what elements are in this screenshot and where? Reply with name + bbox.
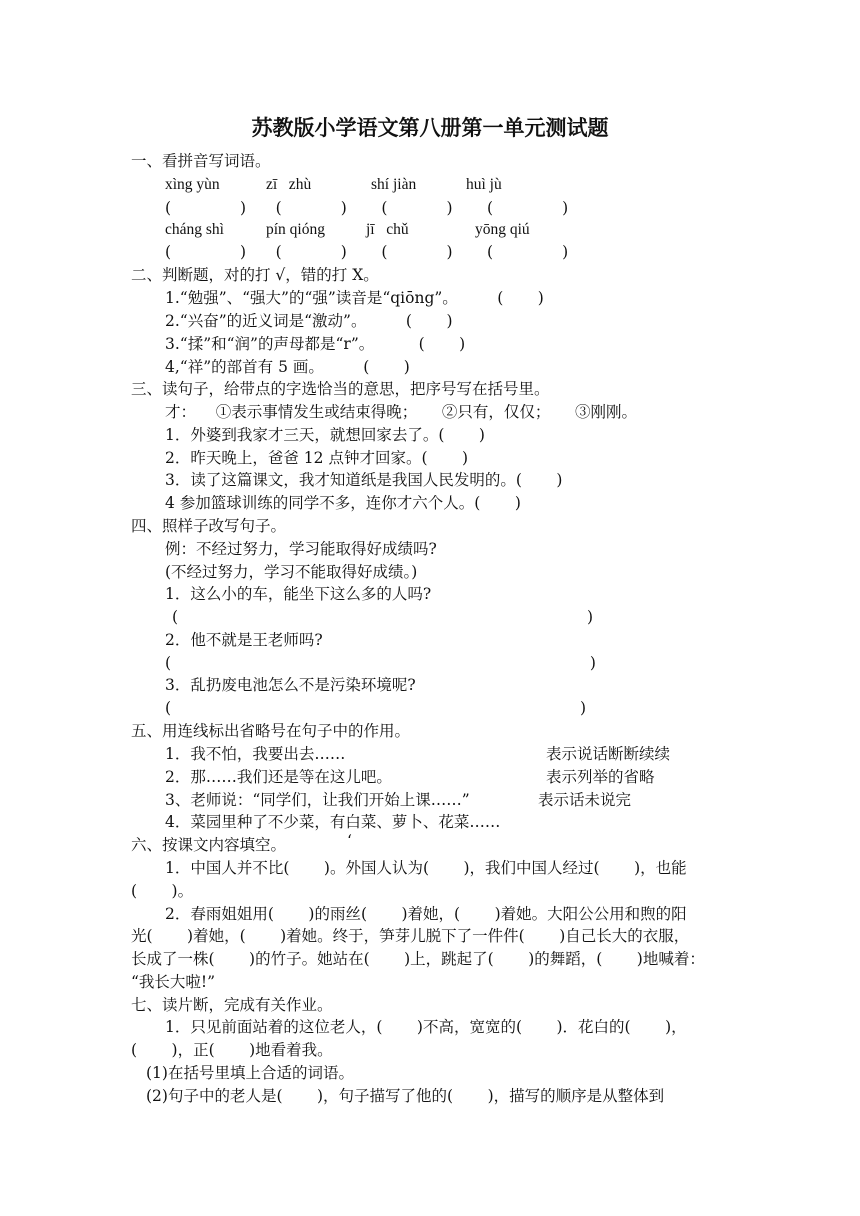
ellipsis-function-1[interactable]: 表示说话断断续续 [546, 745, 671, 763]
rewrite-item-3: 3．乱扔废电池怎么不是污染环境呢? [165, 676, 416, 694]
ellipsis-sentence-3[interactable]: 3、老师说：“同学们，让我们开始上课……” [165, 791, 470, 809]
rewrite-example: 例：不经过努力，学习能取得好成绩吗? [165, 540, 437, 558]
section-3-heading: 三、读句子，给带点的字选恰当的意思，把序号写在括号里。 [131, 380, 550, 398]
judge-item-4: 4,“祥”的部首有 5 画。 ( ) [165, 358, 410, 376]
fill-item-1-line-1: 1．中国人并不比( )。外国人认为( )，我们中国人经过( )，也能 [165, 859, 687, 877]
section-1-heading: 一、看拼音写词语。 [131, 152, 271, 170]
judge-item-3: 3.“揉”和“润”的声母都是“r”。 ( ) [165, 335, 466, 353]
pinyin-1: xìng yùn [165, 176, 220, 193]
section-6-heading: 六、按课文内容填空。 [131, 836, 287, 854]
pinyin-8: yōng qiú [475, 221, 530, 238]
pinyin-3: shí jiàn [371, 176, 417, 193]
section-7-heading: 七、读片断，完成有关作业。 [131, 996, 333, 1014]
answer-brackets-row-2[interactable]: ( ) ( ) ( ) ( ) [165, 243, 569, 261]
ellipsis-function-3[interactable]: 表示话未说完 [538, 791, 632, 809]
passage-question-2: (2)句子中的老人是( )，句子描写了他的( )，描写的顺序是从整体到 [146, 1087, 665, 1105]
answer-brackets-row-1[interactable]: ( ) ( ) ( ) ( ) [165, 199, 569, 217]
meaning-item-3: 3．读了这篇课文，我才知道纸是我国人民发明的。( ) [165, 471, 563, 489]
meaning-item-4: 4 参加篮球训练的同学不多，连你才六个人。( ) [165, 494, 521, 512]
passage-line-1: 1．只见前面站着的这位老人，( )不高，宽宽的( )．花白的( )， [165, 1018, 687, 1036]
rewrite-answer-3[interactable]: ( ) [165, 699, 587, 717]
judge-item-2: 2.“兴奋”的近义词是“激动”。 ( ) [165, 312, 453, 330]
section-5-heading: 五、用连线标出省略号在句子中的作用。 [131, 722, 411, 740]
fill-item-2-line-2: 光( )着她，( )着她。终于，笋芽儿脱下了一件件( )自己长大的衣服， [131, 927, 690, 945]
pinyin-4: huì jù [466, 176, 502, 193]
rewrite-item-1: 1．这么小的车，能坐下这么多的人吗? [165, 585, 432, 603]
meaning-item-1: 1．外婆到我家才三天，就想回家去了。( ) [165, 426, 485, 444]
fill-item-2-line-4: “我长大啦!” [131, 973, 216, 991]
pinyin-6: pín qióng [266, 221, 325, 238]
passage-question-1: (1)在括号里填上合适的词语。 [146, 1064, 354, 1082]
fill-item-2-line-1: 2．春雨姐姐用( )的雨丝( )着她，( )着她。大阳公公用和煦的阳 [165, 905, 687, 923]
rewrite-answer-1[interactable]: ( ) [172, 608, 594, 626]
stray-mark: ‘ [347, 832, 352, 850]
meaning-item-2: 2．昨天晚上，爸爸 12 点钟才回家。( ) [165, 449, 469, 467]
section-2-heading: 二、判断题，对的打 √，错的打 X。 [131, 266, 379, 284]
section-4-heading: 四、照样子改写句子。 [131, 517, 287, 535]
ellipsis-sentence-4[interactable]: 4．菜园里种了不少菜，有白菜、萝卜、花菜…… [165, 813, 501, 831]
fill-item-1-line-2: ( )。 [131, 882, 194, 900]
ellipsis-sentence-1[interactable]: 1．我不怕，我要出去…… [165, 745, 346, 763]
pinyin-5: cháng shì [165, 221, 224, 238]
pinyin-7: jī chǔ [366, 221, 409, 238]
judge-item-1: 1.“勉强”、“强大”的“强”读音是“qiōng”。 ( ) [165, 289, 544, 307]
page-title: 苏教版小学语文第八册第一单元测试题 [251, 115, 609, 140]
pinyin-2: zī zhù [266, 176, 312, 193]
fill-item-2-line-3: 长成了一株( )的竹子。她站在( )上，跳起了( )的舞蹈，( )地喊着： [131, 950, 705, 968]
rewrite-answer-2[interactable]: ( ) [165, 654, 596, 672]
meaning-options: 才： ①表示事情发生或结束得晚； ②只有，仅仅； ③刚刚。 [165, 403, 637, 421]
ellipsis-function-2[interactable]: 表示列举的省略 [546, 768, 655, 786]
rewrite-item-2: 2．他不就是王老师吗? [165, 631, 323, 649]
ellipsis-sentence-2[interactable]: 2．那……我们还是等在这儿吧。 [165, 768, 392, 786]
passage-line-2: ( )，正( )地看着我。 [131, 1041, 333, 1059]
rewrite-example-answer: (不经过努力，学习不能取得好成绩。) [165, 563, 418, 581]
